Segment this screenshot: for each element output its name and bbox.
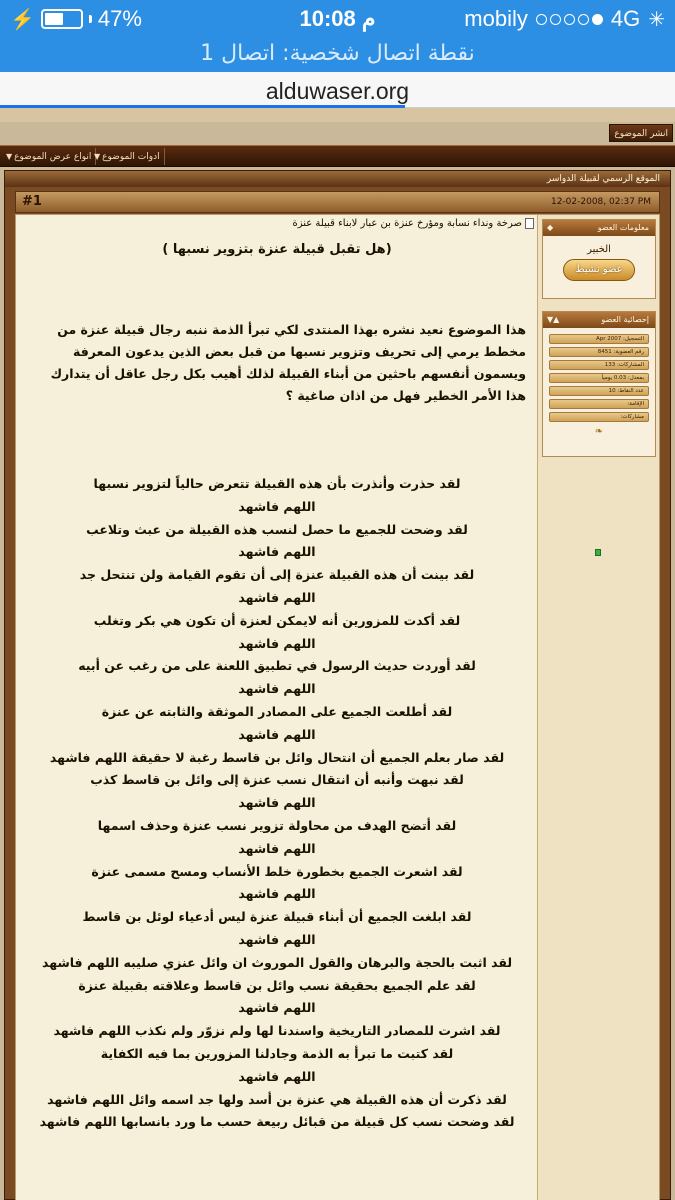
- member-sidebar: [537, 215, 659, 1200]
- post-topic-button[interactable]: انشر الموضوع: [609, 124, 673, 142]
- caret-down-icon: ▼: [94, 152, 101, 161]
- post-frame: [4, 170, 671, 1200]
- post-line: لقد اشعرت الجميع بخطورة خلط الأنساب ومسح مسمى عنزة: [91, 863, 463, 879]
- post-line: اللهم فاشهد: [238, 886, 316, 902]
- topic-tools-button[interactable]: [90, 148, 165, 165]
- post-line: اللهم فاشهد: [238, 589, 316, 605]
- stat-row: المشاركات: 133: [549, 360, 649, 370]
- post-line: لقد أطلعت الجميع على المصادر الموثقة والثابته عن عنزة: [101, 703, 453, 719]
- signal-dot: [550, 14, 561, 25]
- member-stats-list: [543, 328, 655, 441]
- member-rank-badge: عضو نشيط: [563, 259, 635, 281]
- post-line: اللهم فاشهد: [238, 1000, 316, 1016]
- post-line: لقد ذكرت أن هذه القبيلة هي عنزة بن أسد ولها جد اسمه وائل اللهم فاشهد: [47, 1091, 507, 1107]
- post-line: لقد أتضح الهدف من محاولة تزوير نسب عنزة وحذف اسمها: [97, 817, 457, 833]
- post-line: لقد حذرت وأنذرت بأن هذه القبيلة تتعرض حالياً لتزوير نسبها: [93, 476, 461, 491]
- topic-toolbar: [0, 145, 675, 167]
- hotspot-banner[interactable]: نقطة اتصال شخصية: اتصال 1: [0, 38, 675, 72]
- post-line: اللهم فاشهد: [238, 544, 316, 560]
- stat-row: بمعدل: 0.03 يومياً: [549, 373, 649, 383]
- member-stats-title-text: إحصائية العضو: [601, 315, 649, 324]
- post-lines: [20, 473, 534, 1134]
- clock: 10:08 م: [299, 6, 376, 31]
- url-bar[interactable]: [0, 72, 675, 108]
- signal-dot: [592, 14, 603, 25]
- signal-dot: [564, 14, 575, 25]
- stat-row: عدد النقاط: 10: [549, 386, 649, 396]
- post-line: لقد بينت أن هذه القبيلة عنزة إلى أن تقوم القيامة ولن تنتحل جد: [79, 567, 475, 583]
- collapse-arrow-icon[interactable]: ▲▼: [547, 315, 560, 324]
- stat-row: مشاركات:: [549, 412, 649, 422]
- forum-page: [0, 108, 675, 1200]
- signal-dot: [536, 14, 547, 25]
- post-header: [15, 191, 660, 213]
- stat-row: التسجيل: Apr 2007: [549, 334, 649, 344]
- post-line: لقد علم الجميع بحقيقة نسب وائل بن قاسط وعلاقته بقبيلة عنزة: [78, 977, 476, 993]
- signal-strength: [536, 14, 603, 25]
- post-line: لقد صار بعلم الجميع أن انتحال وائل بن قاسط رغبة لا حقيقة اللهم فاشهد: [49, 749, 505, 765]
- post-line: لقد ابلغت الجميع أن أبناء قبيلة عنزة ليس أدعياء لوئل بن قاسط: [82, 909, 472, 925]
- post-line: اللهم فاشهد: [238, 635, 316, 651]
- topic-tools-label: ادوات الموضوع: [102, 152, 160, 162]
- charging-bolt-icon: ⚡: [10, 8, 35, 31]
- post-line: لقد كتبت ما تبرأ به الذمة وجادلنا المزورين بما فيه الكفاية: [100, 1045, 454, 1061]
- post-line: اللهم فاشهد: [238, 681, 316, 697]
- post-intro: هذا الموضوع نعيد نشره بهذا المنتدى لكي تبرأ الذمة ننبه رجال قبيلة عنزة من مخطط يرمي إلى تحريف وتزوير نسبها من قبل بعض الذين يدعون المعرفة ويسمون أنفسهم باحثين من أبناء القبيلة لذلك أهيب بكل رجل عاقل أن يتدارك هذا الأمر الخطير فهل من اذان صاغية ؟: [50, 322, 526, 403]
- stat-row: رقم العضوية: 8451: [549, 347, 649, 357]
- post-line: لقد أكدت للمزورين أنه لايمكن لعنزة أن تكون هي بكر وتغلب: [93, 612, 461, 628]
- signal-dot: [578, 14, 589, 25]
- member-info-title-text: معلومات العضو: [597, 223, 649, 232]
- post-date: 12-02-2008, 02:37 PM: [550, 197, 651, 207]
- view-modes-button[interactable]: [2, 148, 96, 165]
- document-icon: [525, 218, 534, 229]
- post-subject: [292, 218, 534, 229]
- member-name[interactable]: الخبير: [587, 244, 611, 255]
- section-title[interactable]: الموقع الرسمي لقبيلة الدواسر: [5, 171, 670, 187]
- status-bar: [0, 0, 675, 38]
- stat-row: الإقامة:: [549, 399, 649, 409]
- online-status-icon: [595, 549, 601, 556]
- activity-spinner-icon: ✳: [648, 8, 665, 31]
- post-line: اللهم فاشهد: [238, 795, 316, 811]
- post-line: اللهم فاشهد: [238, 726, 316, 742]
- collapse-arrow-icon[interactable]: ◆: [547, 223, 554, 232]
- caret-down-icon: ▼: [6, 152, 13, 161]
- post-line: لقد نبهت وأنبه أن انتقال نسب عنزة إلى وائل بن قاسط كذب: [90, 772, 464, 788]
- member-info-box: [542, 219, 656, 299]
- post-message: [20, 242, 534, 1134]
- post-line: اللهم فاشهد: [238, 840, 316, 856]
- view-modes-label: انواع عرض الموضوع: [14, 152, 92, 162]
- post-line: لقد أوردت حديث الرسول في تطبيق اللعنة على من رغب عن أبيه: [78, 658, 476, 674]
- post-heading: (هل تقبل قبيلة عنزة بتزوير نسبها ): [162, 242, 392, 257]
- post-line: لقد وضحت نسب كل قبيلة من قبائل ربيعة حسب ما ورد بانسابها اللهم فاشهد: [39, 1114, 515, 1130]
- post-line: اللهم فاشهد: [238, 931, 316, 947]
- battery-percent: 47%: [97, 6, 142, 31]
- network-type: 4G: [610, 6, 641, 31]
- post-line: لقد اثبت بالحجة والبرهان والقول الموروث ان وائل عنزي صليبه اللهم فاشهد: [41, 954, 513, 970]
- post-line: اللهم فاشهد: [238, 498, 316, 514]
- post-line: لقد وضحت للجميع ما حصل لنسب هذه القبيلة من عبث وتلاعب: [86, 521, 468, 537]
- decorative-ornament-icon: ❧: [594, 426, 604, 437]
- header-strip: [0, 108, 675, 122]
- post-line: اللهم فاشهد: [238, 1068, 316, 1084]
- post-content: [16, 215, 538, 1200]
- carrier-name: mobily: [464, 6, 528, 31]
- member-info-title[interactable]: [543, 220, 655, 236]
- member-stats-title[interactable]: [543, 312, 655, 328]
- post-line: لقد اشرت للمصادر التاريخية واسندنا لها ولم نزوّر ولم نكذب اللهم فاشهد: [53, 1023, 501, 1039]
- member-stats-box: [542, 311, 656, 457]
- url-domain[interactable]: alduwaser.org: [265, 78, 410, 104]
- post-number[interactable]: #1: [22, 194, 42, 209]
- post-subject-text: صرخة ونداء نسابة ومؤرخ عنزة بن عبار لابناء قبيلة عنزة: [292, 218, 522, 229]
- post-body: [15, 214, 660, 1200]
- carrier-group: [464, 6, 665, 32]
